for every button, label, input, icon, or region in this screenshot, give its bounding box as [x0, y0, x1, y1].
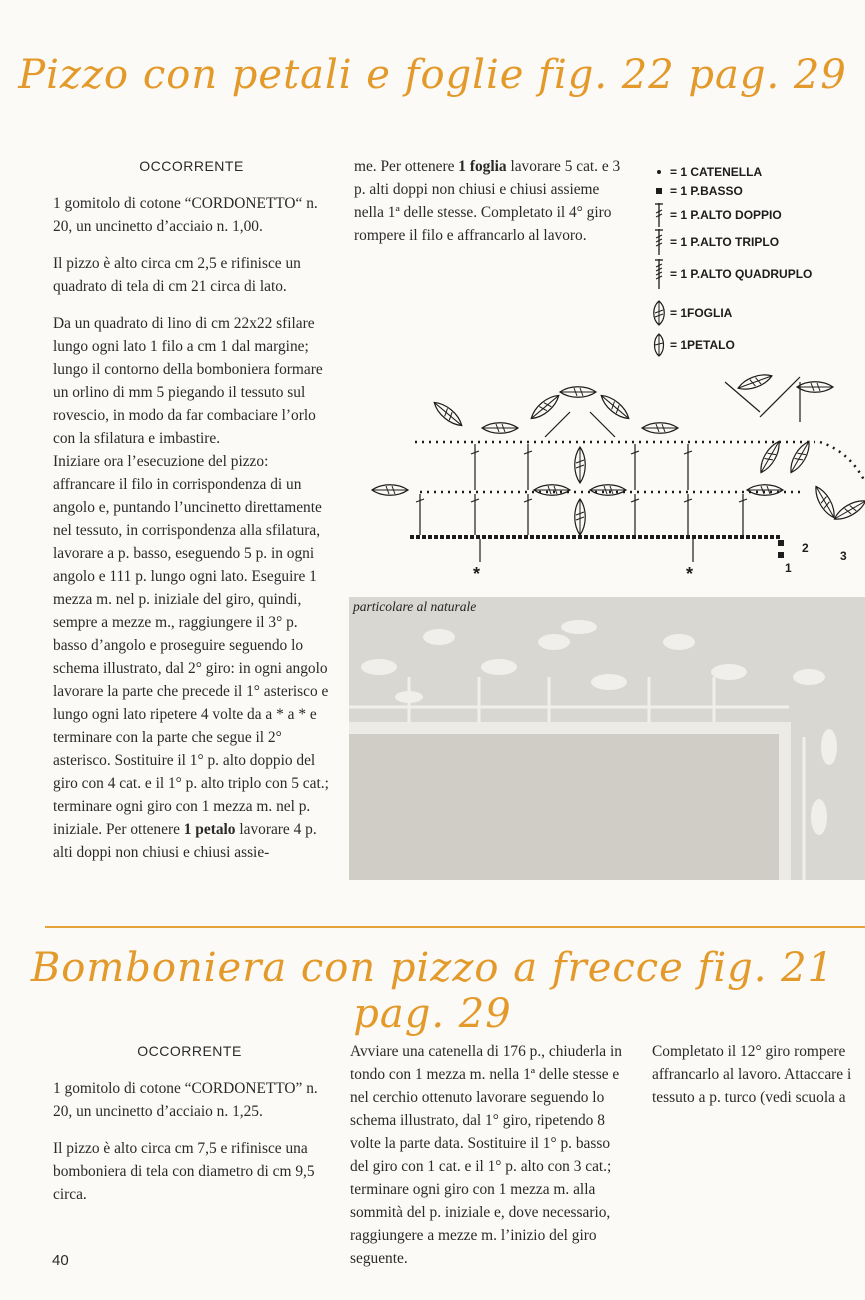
text-column-middle-2 — [350, 1040, 627, 1284]
square-icon — [648, 179, 670, 203]
legend-row-quadruplo — [648, 262, 812, 286]
double-crochet-icon — [648, 203, 670, 227]
petal-icon — [648, 333, 670, 357]
legend-label: = 1FOGLIA — [670, 306, 733, 320]
round-label: 2 — [802, 541, 809, 555]
legend-row-doppio — [648, 203, 782, 227]
round-label: 3 — [840, 549, 847, 563]
text-column-middle — [354, 155, 632, 261]
lace-photo-texture — [349, 597, 865, 880]
leaf-instructions — [354, 155, 632, 247]
materials-heading: OCCORRENTE — [139, 158, 244, 174]
materials-text: 1 gomitolo di cotone “CORDONETTO“ n. 20, un uncinetto d’acciaio n. 1,00. — [53, 195, 318, 235]
quadruple-crochet-icon — [648, 262, 670, 286]
legend-row-foglia — [648, 301, 732, 325]
section-divider — [45, 926, 865, 928]
section-title: Pizzo con petali e foglie fig. 22 pag. 29 — [18, 52, 847, 98]
instructions-part: Iniziare ora l’esecuzione del pizzo: affrancare il filo in corrispondenza di un angolo e, puntando l’uncinetto direttamente nel tessuto, in corrispondenza alla sfilatura, lavorare a p. basso, eseguendo 5 p. in ogni angolo e 111 p. lungo ogni lato. Eseguire 1 mezza m. nel p. iniziale del giro, quindi, sempre a mezze m., raggiungere il 3° p. basso d’angolo e proseguire seguendo lo schema illustrato, dal 2° giro: in ogni angolo lavorare la parte che precede il 1° asterisco e lungo ogni lato ripetere 4 volte da a * a * e terminare con la parte che segue il 2° asterisco. Sostituire il 1° p. alto doppio del giro con 4 cat. e il 1° p. alto triplo con 5 cat.; terminare ogni giro con 1 mezza m. nel p. iniziale. Per ottenere — [53, 453, 329, 838]
instructions-part-end: lavorare 4 p. alti doppi non chiusi e chiusi assie- — [53, 821, 317, 861]
legend-label: = 1 P.BASSO — [670, 184, 743, 198]
legend-row-petalo — [648, 333, 735, 357]
leaf-instructions-start: me. Per ottenere — [354, 158, 459, 175]
photo-caption: particolare al naturale — [353, 599, 477, 614]
text-line: affrancarlo al lavoro. Attaccare i — [652, 1066, 852, 1083]
text-line: Completato il 12° giro rompere — [652, 1043, 846, 1060]
materials-heading: OCCORRENTE — [137, 1043, 242, 1059]
asterisk-marker: * — [686, 564, 694, 584]
preparation-text: Da un quadrato di lino di cm 22x22 sfilare lungo ogni lato 1 filo a cm 1 dal margine; lungo il contorno della bomboniera formare un orlino di mm 5 piegando il tessuto sul rovescio, in modo da far combaciare l’orlo con la sfilatura e imbastire. — [53, 315, 323, 447]
triple-crochet-icon — [648, 230, 670, 254]
page-number: 40 — [52, 1252, 69, 1269]
lace-photo — [349, 597, 865, 880]
legend-label: = 1PETALO — [670, 338, 735, 352]
legend-label: = 1 CATENELLA — [670, 165, 763, 179]
legend-label: = 1 P.ALTO DOPPIO — [670, 208, 782, 222]
legend-label: = 1 P.ALTO QUADRUPLO — [670, 267, 813, 281]
size-text: Il pizzo è alto circa cm 7,5 e rifinisce una bomboniera di tela con diametro di cm 9,5 circa. — [53, 1140, 315, 1203]
legend-label: = 1 P.ALTO TRIPLO — [670, 235, 780, 249]
materials-text: 1 gomitolo di cotone “CORDONETTO” n. 20, un uncinetto d’acciaio n. 1,25. — [53, 1080, 318, 1120]
instructions-text: Avviare una catenella di 176 p., chiuderla in tondo con 1 mezza m. nella 1ª delle stesse e nel cerchio ottenuto lavorare seguendo lo schema illustrato, dal 1° giro, ripetendo 8 volte la parte data. Sostituire il 1° p. basso del giro con 1 cat. e il 1° p. alto con 3 cat.; terminare ogni giro con 1 mezza m. alla sommità del p. iniziale e, dove necessario, raggiungere a mezze m. l’inizio del giro seguente. — [350, 1043, 622, 1267]
leaf-term: 1 foglia — [458, 158, 507, 175]
leaf-instructions-end: lavorare 5 cat. e 3 p. alti doppi non chiusi e chiusi assieme nella 1ª delle stesse. Completato il 4° giro rompere il filo e affrancarlo al lavoro. — [354, 158, 621, 244]
petal-term: 1 petalo — [183, 821, 236, 838]
round-label: 1 — [785, 561, 792, 575]
text-column-left — [53, 155, 330, 864]
size-text: Il pizzo è alto circa cm 2,5 e rifinisce un quadrato di tela di cm 21 circa di lato. — [53, 255, 301, 295]
legend-row-triplo — [648, 230, 779, 254]
instructions-text — [53, 450, 330, 864]
section-title: Bomboniera con pizzo a frecce fig. 21 pag. 29 — [30, 945, 835, 1037]
text-column-right-2 — [652, 1040, 865, 1109]
leaf-icon — [648, 301, 670, 325]
text-line: tessuto a p. turco (vedi scuola a — [652, 1089, 846, 1106]
legend-row-basso — [648, 179, 743, 203]
crochet-schema — [360, 362, 865, 587]
asterisk-marker: * — [473, 564, 481, 584]
text-column-left-2 — [53, 1040, 326, 1220]
